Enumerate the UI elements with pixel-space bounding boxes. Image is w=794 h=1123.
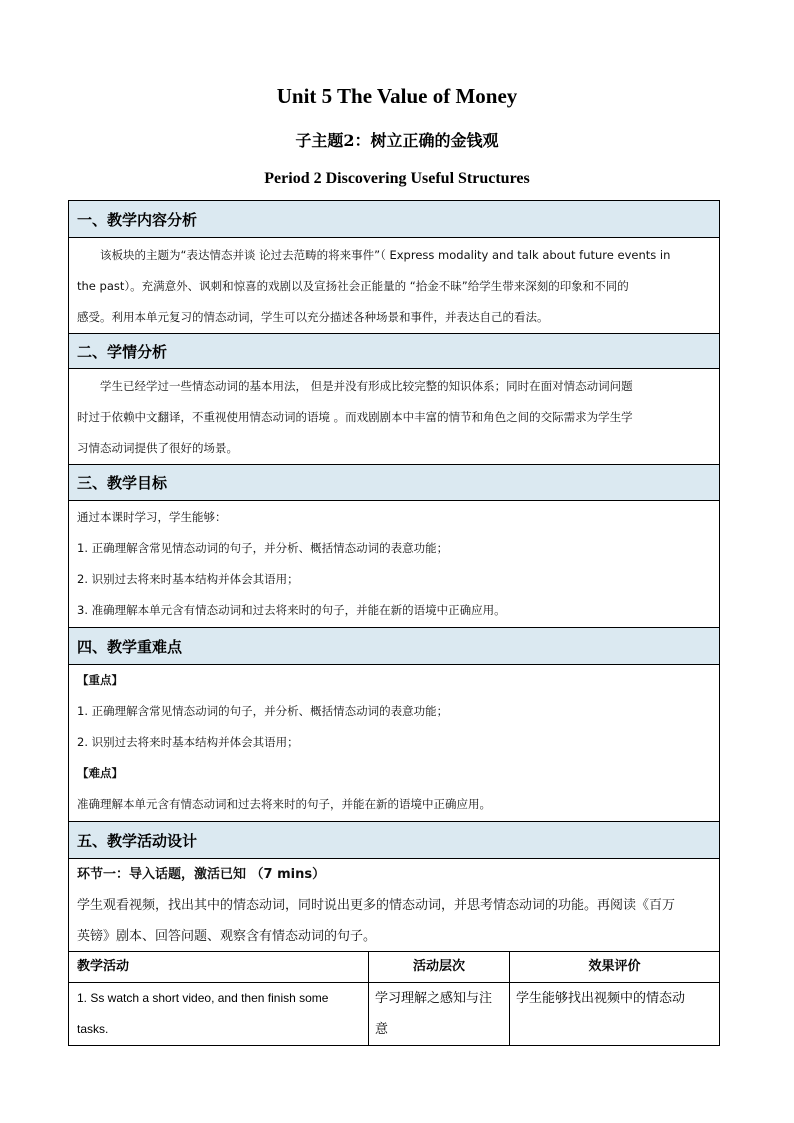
content-analysis-line: the past）。充满意外、讽刺和惊喜的戏剧以及宣扬社会正能量的 “拾金不昧”给学生带来深刻的印象和不同的 [77, 279, 629, 293]
key-point-line: 1. 正确理解含常见情态动词的句子，并分析、概括情态动词的表意功能； [77, 704, 449, 718]
learner-analysis-line: 习情态动词提供了很好的场景。 [77, 441, 238, 455]
learner-analysis-body [77, 371, 713, 464]
column-header-level: 活动层次 [412, 959, 465, 974]
objective-line: 通过本课时学习，学生能够： [77, 510, 227, 524]
level-line: 意 [375, 1022, 389, 1037]
activity-line: tasks. [77, 1022, 109, 1036]
objectives-body [77, 502, 713, 626]
level-cell [369, 983, 509, 1045]
unit-title: Unit 5 The Value of Money [276, 84, 518, 108]
objective-line: 3. 准确理解本单元含有情态动词和过去将来时的句子，并能在新的语境中正确应用。 [77, 603, 506, 617]
key-points-body [77, 665, 713, 820]
content-analysis-line: 感受。利用本单元复习的情态动词，学生可以充分描述各种场景和事件，并表达自己的看法。 [77, 310, 549, 324]
column-header-activity: 教学活动 [77, 959, 130, 974]
section-heading-learner-analysis: 二、学情分析 [69, 333, 719, 369]
step-line: 学生观看视频，找出其中的情态动词，同时说出更多的情态动词，并思考情态动词的功能。再阅读《百万 [77, 898, 676, 913]
objective-line: 1. 正确理解含常见情态动词的句子，并分析、概括情态动词的表意功能； [77, 541, 449, 555]
activity-cell [69, 983, 368, 1045]
activity-table [69, 951, 719, 1045]
section-heading-activities: 五、教学活动设计 [69, 821, 719, 859]
activity-step-row [69, 859, 719, 952]
activity-step-body [77, 859, 713, 952]
activity-line: 1. Ss watch a short video, and then finish some [77, 991, 329, 1005]
step-line: 英镑》剧本、回答问题、观察含有情态动词的句子。 [77, 929, 377, 944]
step-title: 环节一：导入话题，激活已知 （7 mins） [77, 867, 326, 882]
learner-analysis-line: 时过于依赖中文翻译，不重视使用情态动词的语境 。而戏剧剧本中丰富的情节和角色之间的交际需求为学生学 [77, 410, 633, 424]
column-header-evaluation: 效果评价 [588, 959, 641, 974]
period-title: Period 2 Discovering Useful Structures [264, 170, 530, 187]
difficulty-label: 【难点】 [77, 766, 123, 780]
evaluation-cell [510, 983, 719, 1014]
objective-line: 2. 识别过去将来时基本结构并体会其语用； [77, 572, 299, 586]
evaluation-line: 学生能够找出视频中的情态动 [516, 991, 686, 1006]
evaluation-column [510, 951, 719, 1045]
content-analysis-body [77, 240, 713, 333]
section-heading-content-analysis: 一、教学内容分析 [69, 200, 719, 238]
section-heading-objectives: 三、教学目标 [69, 464, 719, 501]
difficulty-line: 准确理解本单元含有情态动词和过去将来时的句子，并能在新的语境中正确应用。 [77, 797, 491, 811]
content-analysis-line: 该板块的主题为“表达情态并谈 论过去范畴的将来事件”（ Express modality and talk about future events in [100, 248, 671, 262]
section-heading-key-points: 四、教学重难点 [69, 627, 719, 665]
key-point-label: 【重点】 [77, 673, 123, 687]
level-line: 学习理解之感知与注 [375, 991, 493, 1006]
learner-analysis-line: 学生已经学过一些情态动词的基本用法， 但是并没有形成比较完整的知识体系；同时在面对情态动词问题 [100, 379, 633, 393]
activity-column [69, 951, 369, 1045]
level-column [369, 951, 510, 1045]
lesson-plan-table [68, 200, 720, 1046]
subtheme-title: 子主题2：树立正确的金钱观 [295, 131, 499, 150]
key-point-line: 2. 识别过去将来时基本结构并体会其语用； [77, 735, 299, 749]
